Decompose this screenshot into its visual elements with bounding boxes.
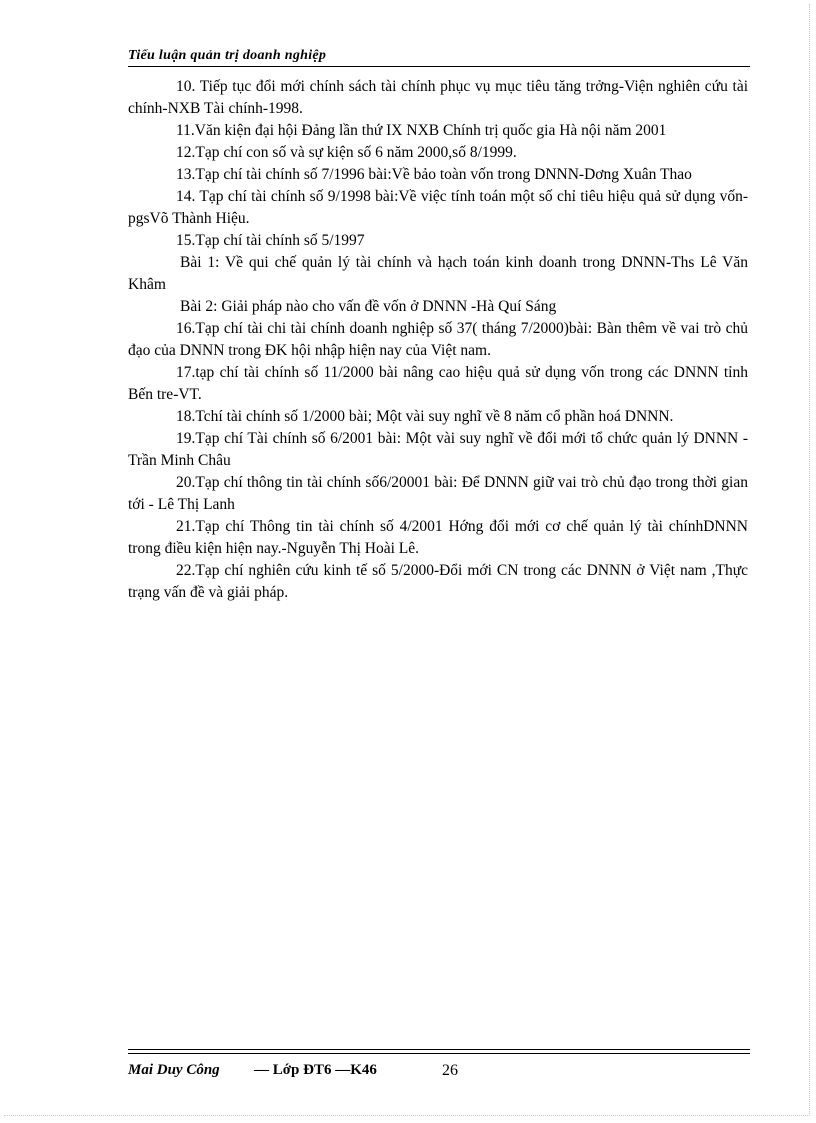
- reference-item: 15.Tạp chí tài chính số 5/1997: [176, 232, 365, 249]
- footer-rule-bottom: [128, 1053, 750, 1054]
- reference-item: 21.Tạp chí Thông tin tài chính số 4/2001 Hớng đổi mới cơ chế quản lý tài chínhDNNN trong điều kiện hiện nay.-Nguyễn Thị Hoài Lê.: [128, 518, 748, 557]
- footer-rule-top: [128, 1049, 750, 1050]
- reference-list: [128, 76, 748, 604]
- reference-item: 22.Tạp chí nghiên cứu kinh tế số 5/2000-Đổi mới CN trong các DNNN ở Việt nam ,Thực trạng vấn đề và giải pháp.: [128, 562, 748, 601]
- reference-item: 18.Tchí tài chính số 1/2000 bài; Một vài suy nghĩ về 8 năm cổ phần hoá DNNN.: [176, 408, 674, 425]
- header-title: Tiểu luận quản trị doanh nghiệp: [128, 48, 327, 63]
- page-footer: [128, 1062, 750, 1086]
- reference-subitem: Bài 2: Giải pháp nào cho vấn đề vốn ở DNNN -Hà Quí Sáng: [180, 298, 557, 315]
- reference-item: 16.Tạp chí tài chi tài chính doanh nghiệp số 37( tháng 7/2000)bài: Bàn thêm về vai trò chủ đạo của DNNN trong ĐK hội nhập hiện nay của Việt nam.: [128, 320, 748, 359]
- header-rule: [128, 66, 750, 67]
- footer-class: — Lớp ĐT6 —K46: [254, 1062, 377, 1078]
- reference-item: 14. Tạp chí tài chính số 9/1998 bài:Về việc tính toán một số chỉ tiêu hiệu quả sử dụng vốn-pgsVõ Thành Hiệu.: [128, 188, 748, 227]
- reference-item: 11.Văn kiện đại hội Đảng lần thứ IX NXB Chính trị quốc gia Hà nội năm 2001: [176, 122, 667, 139]
- reference-item: 12.Tạp chí con số và sự kiện số 6 năm 2000,số 8/1999.: [176, 144, 517, 161]
- page-number: 26: [442, 1062, 458, 1079]
- reference-item: 13.Tạp chí tài chính số 7/1996 bài:Về bảo toàn vốn trong DNNN-Dơng Xuân Thao: [176, 166, 692, 183]
- reference-item: 17.tạp chí tài chính số 11/2000 bài nâng cao hiệu quả sử dụng vốn trong các DNNN tỉnh Bến tre-VT.: [128, 364, 748, 403]
- footer-author: Mai Duy Công: [128, 1062, 220, 1078]
- reference-subitem: Bài 1: Về qui chế quản lý tài chính và hạch toán kinh doanh trong DNNN-Ths Lê Văn Khâm: [128, 254, 748, 293]
- reference-item: 20.Tạp chí thông tin tài chính số6/20001 bài: Để DNNN giữ vai trò chủ đạo trong thời gian tới - Lê Thị Lanh: [128, 474, 748, 513]
- reference-item: 10. Tiếp tục đổi mới chính sách tài chính phục vụ mục tiêu tăng trởng-Viện nghiên cứu tài chính-NXB Tài chính-1998.: [128, 78, 748, 117]
- page-header: [128, 48, 750, 72]
- reference-item: 19.Tạp chí Tài chính số 6/2001 bài: Một vài suy nghĩ về đổi mới tổ chức quản lý DNNN - Trần Minh Châu: [128, 430, 748, 469]
